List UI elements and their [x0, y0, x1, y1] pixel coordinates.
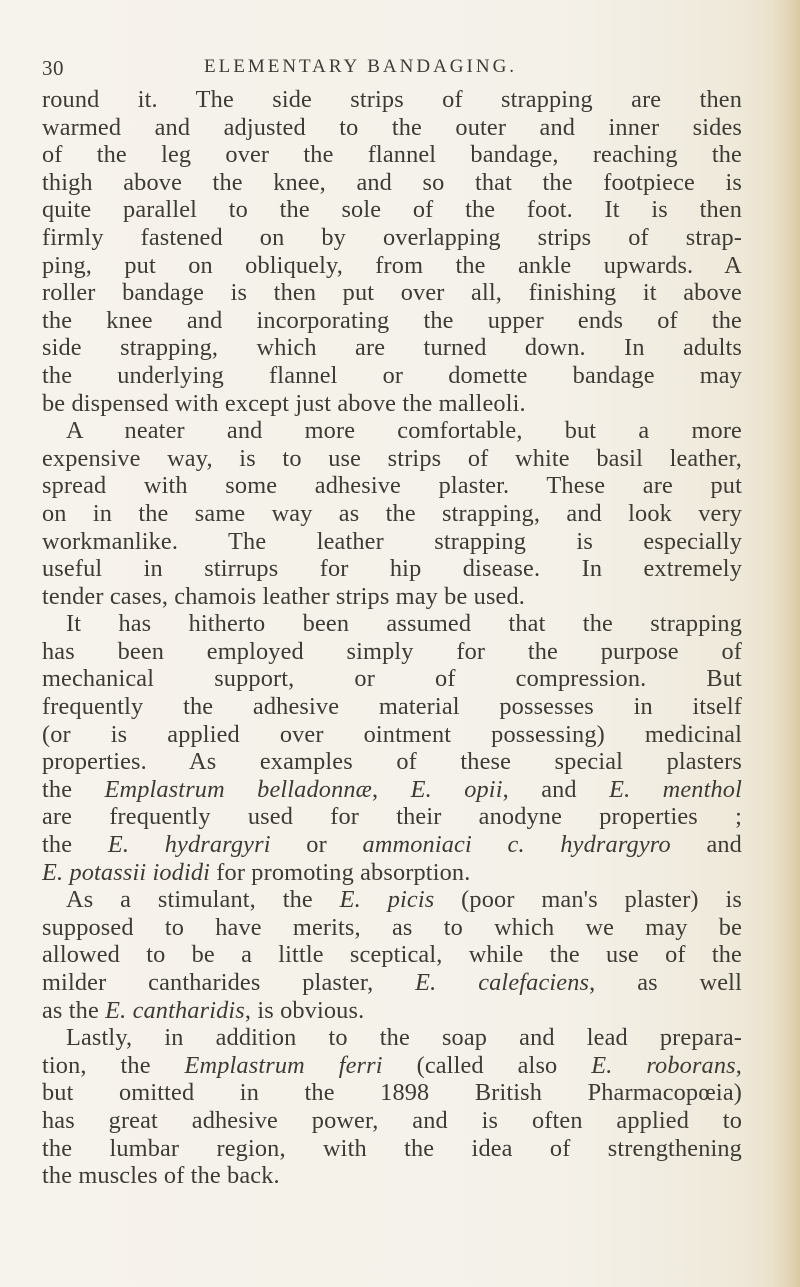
- text-line: [42, 1162, 742, 1190]
- page-edge-shading: [772, 0, 800, 1287]
- text-line: [42, 252, 742, 280]
- text-segment: the: [42, 775, 105, 803]
- text-segment: are frequently used for their anodyne properties ;: [42, 803, 742, 831]
- text-segment: expensive way, is to use strips of white basil leather,: [42, 444, 742, 472]
- italic-text-segment: ammoniaci c. hydrargyro: [362, 831, 671, 859]
- text-segment: quite parallel to the sole of the foot. It is then: [42, 196, 742, 224]
- text-segment: the muscles of the back.: [42, 1162, 280, 1190]
- italic-text-segment: Emplastrum belladonnæ: [104, 775, 373, 803]
- text-segment: , is obvious.: [244, 996, 365, 1024]
- text-line: [42, 721, 742, 749]
- page-number: 30: [42, 56, 64, 80]
- text-segment: the lumbar region, with the idea of strengthening: [42, 1134, 742, 1162]
- text-line: [42, 638, 742, 666]
- text-segment: , and: [502, 775, 610, 803]
- text-segment: mechanical support, or of compression. But: [42, 665, 742, 693]
- text-line: [42, 886, 742, 914]
- text-segment: It has hitherto been assumed that the strapping: [66, 610, 742, 638]
- text-line: [42, 362, 742, 390]
- italic-text-segment: Emplastrum ferri: [184, 1051, 383, 1079]
- text-segment: has been employed simply for the purpose of: [42, 637, 742, 665]
- text-segment: milder cantharides plaster,: [42, 969, 416, 996]
- text-segment: but omitted in the 1898 British Pharmacopœia): [42, 1079, 742, 1107]
- text-segment: As a stimulant, the: [66, 886, 340, 914]
- running-title: ELEMENTARY BANDAGING.: [204, 56, 518, 77]
- text-segment: for promoting absorption.: [210, 858, 471, 886]
- running-head: [42, 56, 742, 80]
- text-line: [42, 803, 742, 831]
- text-segment: warmed and adjusted to the outer and inner sides: [42, 113, 742, 141]
- text-line: [42, 1107, 742, 1135]
- text-line: [42, 528, 742, 556]
- italic-text-segment: E. opii: [410, 775, 503, 803]
- text-segment: , as well: [589, 969, 742, 996]
- text-segment: supposed to have merits, as to which we may be: [42, 913, 742, 941]
- italic-text-segment: E. potassii iodidi: [42, 858, 211, 886]
- text-segment: the underlying flannel or domette bandage may: [42, 361, 742, 389]
- text-segment: useful in stirrups for hip disease. In extremely: [42, 555, 742, 583]
- text-segment: frequently the adhesive material possesses in itself: [42, 693, 742, 721]
- text-line: [42, 114, 742, 142]
- text-line: [42, 1135, 742, 1163]
- text-segment: on in the same way as the strapping, and look very: [42, 499, 742, 527]
- text-line: [42, 1052, 742, 1080]
- text-line: [42, 1079, 742, 1107]
- text-line: [42, 969, 742, 997]
- text-segment: tion, the: [42, 1051, 185, 1079]
- text-line: [42, 665, 742, 693]
- text-segment: the: [42, 831, 108, 859]
- body-text: [42, 86, 742, 1190]
- text-segment: or: [270, 831, 363, 859]
- text-line: [42, 169, 742, 197]
- text-segment: round it. The side strips of strapping are then: [42, 86, 742, 113]
- text-line: [42, 472, 742, 500]
- text-segment: thigh above the knee, and so that the footpiece is: [42, 168, 742, 196]
- text-segment: (or is applied over ointment possessing) medicinal: [42, 720, 742, 748]
- italic-text-segment: E. picis: [339, 886, 435, 914]
- text-line: [42, 334, 742, 362]
- text-line: [42, 748, 742, 776]
- text-line: [42, 997, 742, 1025]
- text-line: [42, 693, 742, 721]
- text-line: [42, 914, 742, 942]
- text-segment: properties. As examples of these special plasters: [42, 748, 742, 776]
- text-line: [42, 390, 742, 418]
- text-line: [42, 307, 742, 335]
- text-segment: tender cases, chamois leather strips may be used.: [42, 582, 526, 610]
- text-line: [42, 500, 742, 528]
- text-segment: be dispensed with except just above the malleoli.: [42, 389, 526, 417]
- text-segment: ,: [372, 775, 411, 803]
- text-segment: of the leg over the flannel bandage, reaching the: [42, 141, 742, 169]
- text-segment: side strapping, which are turned down. In adults: [42, 334, 742, 362]
- text-line: [42, 610, 742, 638]
- text-line: [42, 1024, 742, 1052]
- text-segment: A neater and more comfortable, but a more: [66, 417, 742, 445]
- text-segment: and: [670, 831, 742, 859]
- text-segment: ,: [735, 1051, 742, 1079]
- text-segment: spread with some adhesive plaster. These are put: [42, 472, 742, 500]
- italic-text-segment: E. menthol: [609, 775, 742, 803]
- italic-text-segment: E. roborans: [591, 1051, 736, 1079]
- text-segment: workmanlike. The leather strapping is especially: [42, 527, 742, 555]
- text-line: [42, 224, 742, 252]
- text-line: [42, 141, 742, 169]
- text-segment: ping, put on obliquely, from the ankle upwards. A: [42, 251, 742, 279]
- text-line: [42, 859, 742, 887]
- text-line: [42, 196, 742, 224]
- text-segment: allowed to be a little sceptical, while the use of the: [42, 941, 742, 969]
- text-segment: Lastly, in addition to the soap and lead prepara-: [66, 1024, 742, 1052]
- text-line: [42, 279, 742, 307]
- text-segment: as the: [42, 996, 106, 1024]
- text-segment: roller bandage is then put over all, finishing it above: [42, 279, 742, 307]
- text-line: [42, 583, 742, 611]
- text-line: [42, 831, 742, 859]
- text-segment: (called also: [382, 1051, 592, 1079]
- text-line: [42, 417, 742, 445]
- italic-text-segment: E. calefaciens: [415, 969, 590, 996]
- text-line: [42, 445, 742, 473]
- text-segment: firmly fastened on by overlapping strips of strap-: [42, 223, 742, 251]
- text-segment: the knee and incorporating the upper ends of the: [42, 306, 742, 334]
- text-line: [42, 86, 742, 114]
- text-segment: has great adhesive power, and is often applied to: [42, 1106, 742, 1134]
- italic-text-segment: E. cantharidis: [105, 996, 245, 1024]
- italic-text-segment: E. hydrargyri: [107, 831, 271, 859]
- text-line: [42, 555, 742, 583]
- text-line: [42, 941, 742, 969]
- text-line: [42, 776, 742, 804]
- text-segment: (poor man's plaster) is: [434, 886, 742, 914]
